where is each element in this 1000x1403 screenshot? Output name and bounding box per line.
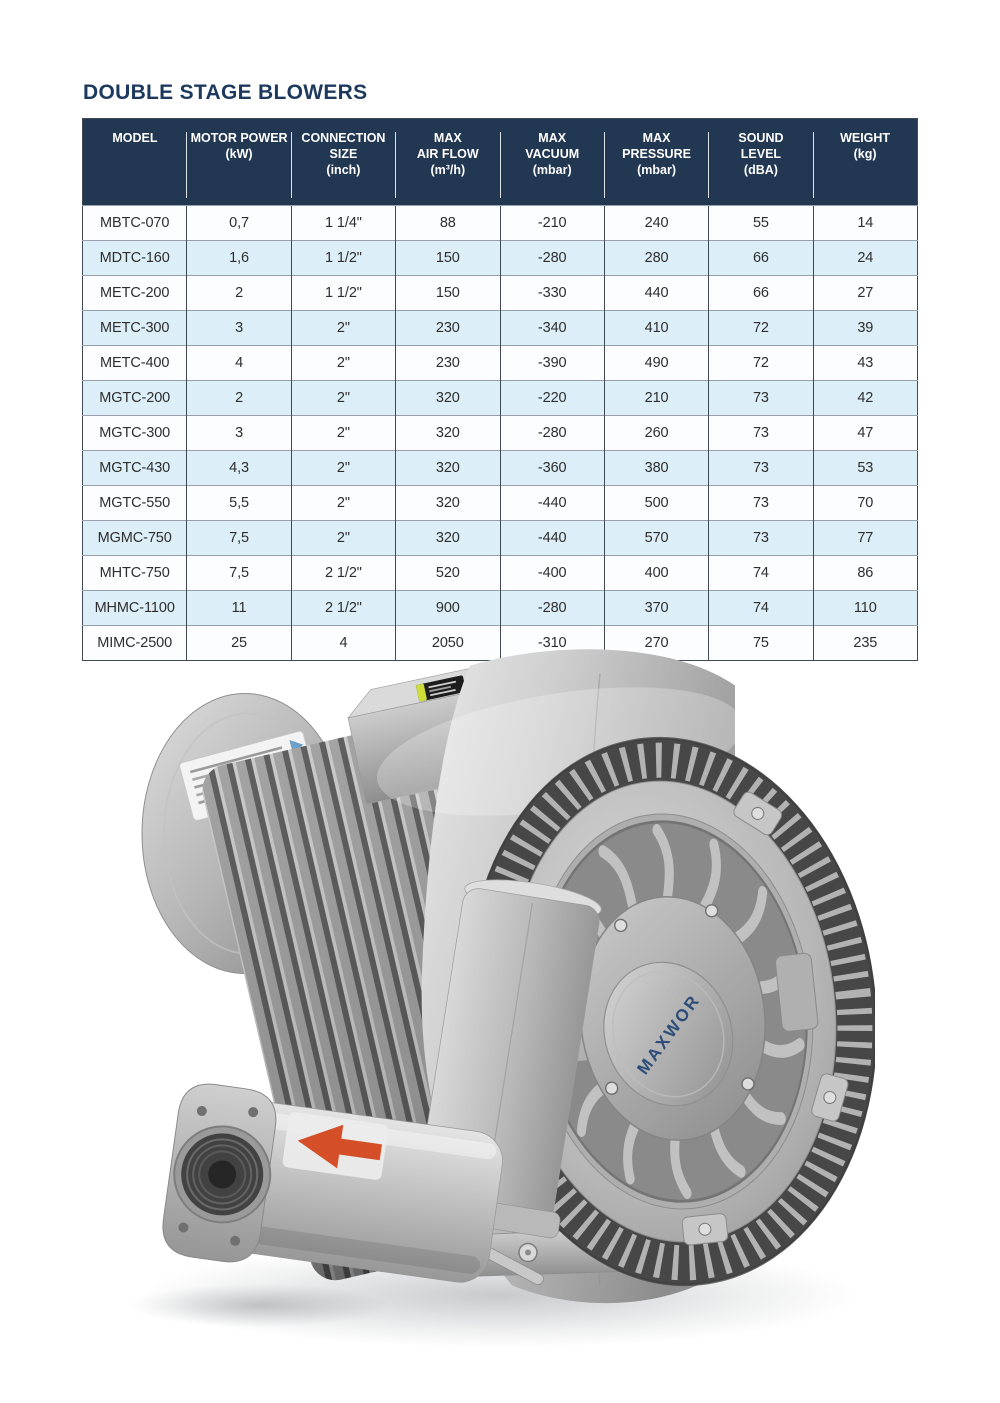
table-cell: -280 [500, 416, 604, 451]
table-cell: 110 [813, 591, 917, 626]
table-cell: 210 [604, 381, 708, 416]
table-cell: 320 [396, 381, 500, 416]
table-cell: 14 [813, 206, 917, 241]
table-cell: 74 [709, 591, 813, 626]
table-cell: 900 [396, 591, 500, 626]
table-cell: -210 [500, 206, 604, 241]
table-cell: 2050 [396, 626, 500, 661]
table-cell: 2" [291, 381, 395, 416]
table-cell: METC-200 [83, 276, 187, 311]
table-cell: 75 [709, 626, 813, 661]
table-cell: 490 [604, 346, 708, 381]
table-cell: 73 [709, 381, 813, 416]
table-cell: 55 [709, 206, 813, 241]
table-cell: 4,3 [187, 451, 291, 486]
table-row [83, 276, 918, 311]
product-photo [130, 636, 875, 1356]
table-cell: 2" [291, 521, 395, 556]
column-header: MAX VACUUM (mbar) [500, 119, 604, 206]
table-cell: 410 [604, 311, 708, 346]
table-cell: 2 1/2" [291, 556, 395, 591]
table-header [83, 119, 918, 206]
table-cell: -220 [500, 381, 604, 416]
table-cell: 320 [396, 521, 500, 556]
table-cell: -280 [500, 591, 604, 626]
table-cell: 0,7 [187, 206, 291, 241]
table-cell: 66 [709, 276, 813, 311]
table-cell: 320 [396, 451, 500, 486]
table-cell: 280 [604, 241, 708, 276]
table-cell: -340 [500, 311, 604, 346]
column-header: MAX PRESSURE (mbar) [604, 119, 708, 206]
column-header: SOUND LEVEL (dBA) [709, 119, 813, 206]
table-cell: 2 1/2" [291, 591, 395, 626]
table-row [83, 241, 918, 276]
table-header-row [83, 119, 918, 206]
table-cell: -390 [500, 346, 604, 381]
table-cell: MDTC-160 [83, 241, 187, 276]
table-cell: 73 [709, 486, 813, 521]
table-row [83, 556, 918, 591]
table-cell: 72 [709, 346, 813, 381]
table-cell: 230 [396, 346, 500, 381]
table-cell: 1 1/4" [291, 206, 395, 241]
table-cell: 150 [396, 276, 500, 311]
table-row [83, 381, 918, 416]
table-cell: 3 [187, 311, 291, 346]
table-cell: -330 [500, 276, 604, 311]
table-cell: 77 [813, 521, 917, 556]
table-cell: MGTC-200 [83, 381, 187, 416]
table-cell: MGTC-550 [83, 486, 187, 521]
ground-shadow-left [130, 1284, 390, 1328]
table-cell: 4 [291, 626, 395, 661]
table-cell: 73 [709, 416, 813, 451]
table-cell: 320 [396, 486, 500, 521]
column-header: CONNECTION SIZE (inch) [291, 119, 395, 206]
column-header: MAX AIR FLOW (m³/h) [396, 119, 500, 206]
table-cell: 7,5 [187, 521, 291, 556]
table-cell: 440 [604, 276, 708, 311]
table-cell: 500 [604, 486, 708, 521]
brand-label: MAXWOR [633, 990, 705, 1079]
table-cell: 66 [709, 241, 813, 276]
table-cell: MIMC-2500 [83, 626, 187, 661]
table-cell: 53 [813, 451, 917, 486]
table-cell: 235 [813, 626, 917, 661]
table-cell: -440 [500, 486, 604, 521]
table-cell: 270 [604, 626, 708, 661]
table-cell: 570 [604, 521, 708, 556]
table-cell: 27 [813, 276, 917, 311]
table-cell: -360 [500, 451, 604, 486]
table-cell: 3 [187, 416, 291, 451]
table-cell: 86 [813, 556, 917, 591]
table-body [83, 206, 918, 661]
table-cell: 88 [396, 206, 500, 241]
table-row [83, 346, 918, 381]
column-header: WEIGHT (kg) [813, 119, 917, 206]
table-cell: METC-300 [83, 311, 187, 346]
table-cell: 7,5 [187, 556, 291, 591]
table-cell: 400 [604, 556, 708, 591]
table-cell: -310 [500, 626, 604, 661]
table-row [83, 416, 918, 451]
table-cell: -400 [500, 556, 604, 591]
table-cell: 320 [396, 416, 500, 451]
spec-table [82, 118, 918, 661]
table-cell: -280 [500, 241, 604, 276]
table-cell: 380 [604, 451, 708, 486]
table-cell: MHMC-1100 [83, 591, 187, 626]
table-cell: -440 [500, 521, 604, 556]
table-cell: 74 [709, 556, 813, 591]
table-cell: MBTC-070 [83, 206, 187, 241]
hub-boss-right [775, 953, 819, 1032]
table-cell: 5,5 [187, 486, 291, 521]
table-cell: 2" [291, 486, 395, 521]
table-cell: 70 [813, 486, 917, 521]
table-cell: MGTC-430 [83, 451, 187, 486]
column-header: MOTOR POWER (kW) [187, 119, 291, 206]
table-cell: 1 1/2" [291, 276, 395, 311]
table-cell: 1 1/2" [291, 241, 395, 276]
table-cell: 1,6 [187, 241, 291, 276]
table-row [83, 451, 918, 486]
table-cell: 260 [604, 416, 708, 451]
table-cell: 2" [291, 311, 395, 346]
table-cell: 11 [187, 591, 291, 626]
table-cell: MGMC-750 [83, 521, 187, 556]
table-cell: 2" [291, 416, 395, 451]
table-cell: 72 [709, 311, 813, 346]
table-row [83, 521, 918, 556]
column-header: MODEL [83, 119, 187, 206]
table-cell: 2 [187, 276, 291, 311]
table-row [83, 486, 918, 521]
table-cell: 42 [813, 381, 917, 416]
table-cell: METC-400 [83, 346, 187, 381]
table-cell: 47 [813, 416, 917, 451]
table-cell: 73 [709, 521, 813, 556]
table-cell: 39 [813, 311, 917, 346]
table-cell: 2 [187, 381, 291, 416]
table-cell: 520 [396, 556, 500, 591]
table-cell: 43 [813, 346, 917, 381]
table-cell: 24 [813, 241, 917, 276]
table-cell: 25 [187, 626, 291, 661]
table-row [83, 311, 918, 346]
table-row [83, 206, 918, 241]
table-row [83, 591, 918, 626]
page-title: DOUBLE STAGE BLOWERS [83, 81, 368, 104]
table-cell: 230 [396, 311, 500, 346]
table-cell: 4 [187, 346, 291, 381]
table-cell: 2" [291, 346, 395, 381]
table-cell: MHTC-750 [83, 556, 187, 591]
table-cell: 73 [709, 451, 813, 486]
table-cell: 370 [604, 591, 708, 626]
table-cell: MGTC-300 [83, 416, 187, 451]
table-cell: 240 [604, 206, 708, 241]
table-cell: 150 [396, 241, 500, 276]
table-cell: 2" [291, 451, 395, 486]
blower-illustration [130, 636, 875, 1356]
